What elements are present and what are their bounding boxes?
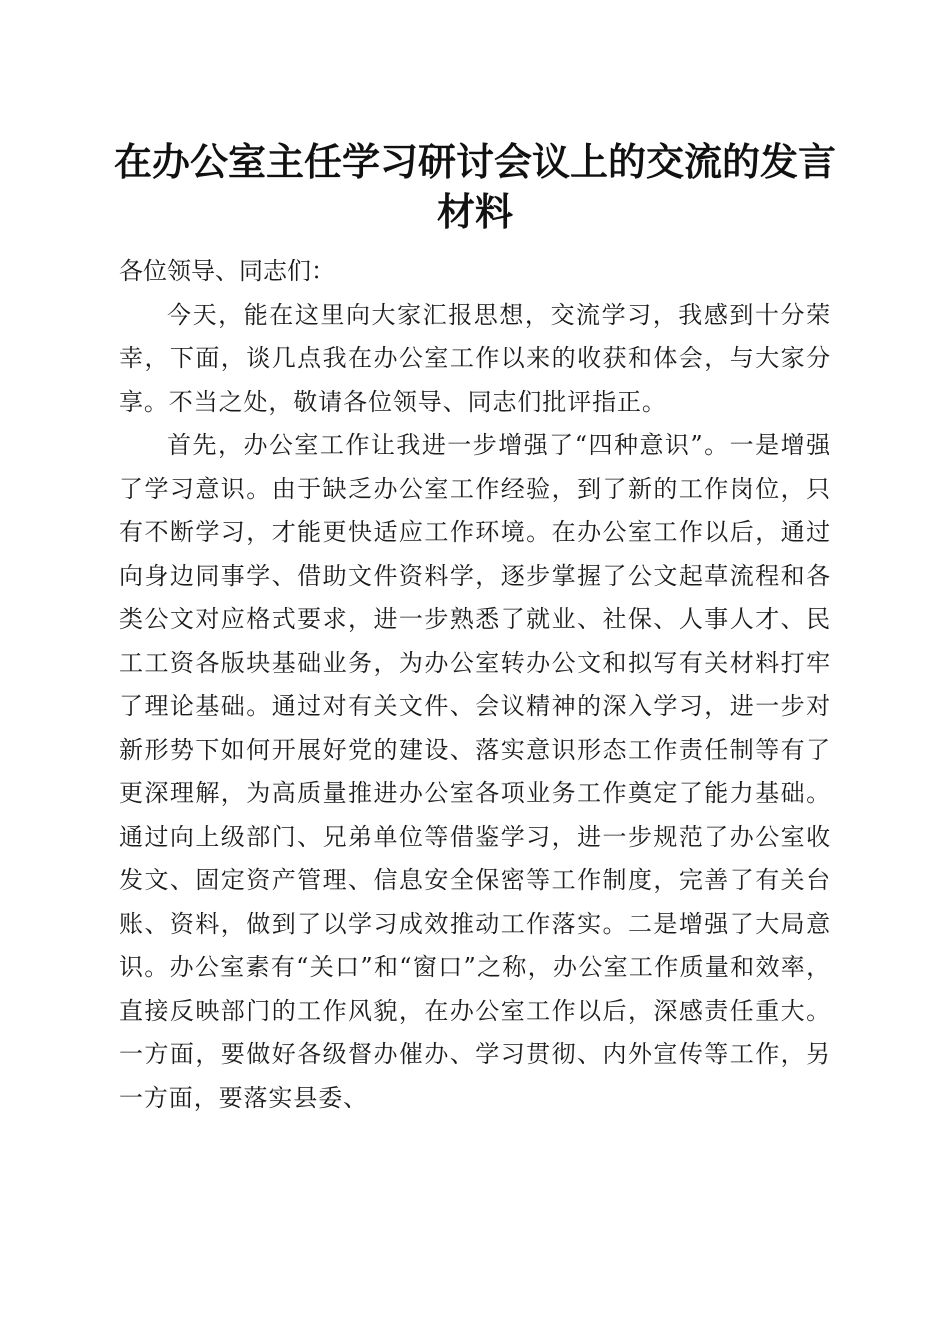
paragraph-opening: 今天，能在这里向大家汇报思想，交流学习，我感到十分荣幸，下面，谈几点我在办公室工作以来的收获和体会，与大家分享。不当之处，敬请各位领导、同志们批评指正。	[119, 300, 831, 416]
document-body	[119, 250, 831, 1120]
document-title: 在办公室主任学习研讨会议上的交流的发言材料	[113, 139, 836, 234]
salutation: 各位领导、同志们：	[119, 257, 335, 285]
paragraph-four-awareness: 首先，办公室工作让我进一步增强了“四种意识”。一是增强了学习意识。由于缺乏办公室工作经验，到了新的工作岗位，只有不断学习，才能更快适应工作环境。在办公室工作以后，通过向身边同事学、借助文件资料学，逐步掌握了公文起草流程和各类公文对应格式要求，进一步熟悉了就业、社保、人事人才、民工工资各版块基础业务，为办公室转办公文和拟写有关材料打牢了理论基础。通过对有关文件、会议精神的深入学习，进一步对新形势下如何开展好党的建设、落实意识形态工作责任制等有了更深理解，为高质量推进办公室各项业务工作奠定了能力基础。通过向上级部门、兄弟单位等借鉴学习，进一步规范了办公室收发文、固定资产管理、信息安全保密等工作制度，完善了有关台账、资料，做到了以学习成效推动工作落实。二是增强了大局意识。办公室素有“关口”和“窗口”之称，办公室工作质量和效率，直接反映部门的工作风貌，在办公室工作以后，深感责任重大。一方面，要做好各级督办催办、学习贯彻、内外宣传等工作，另一方面，要落实县委、	[119, 431, 831, 1112]
